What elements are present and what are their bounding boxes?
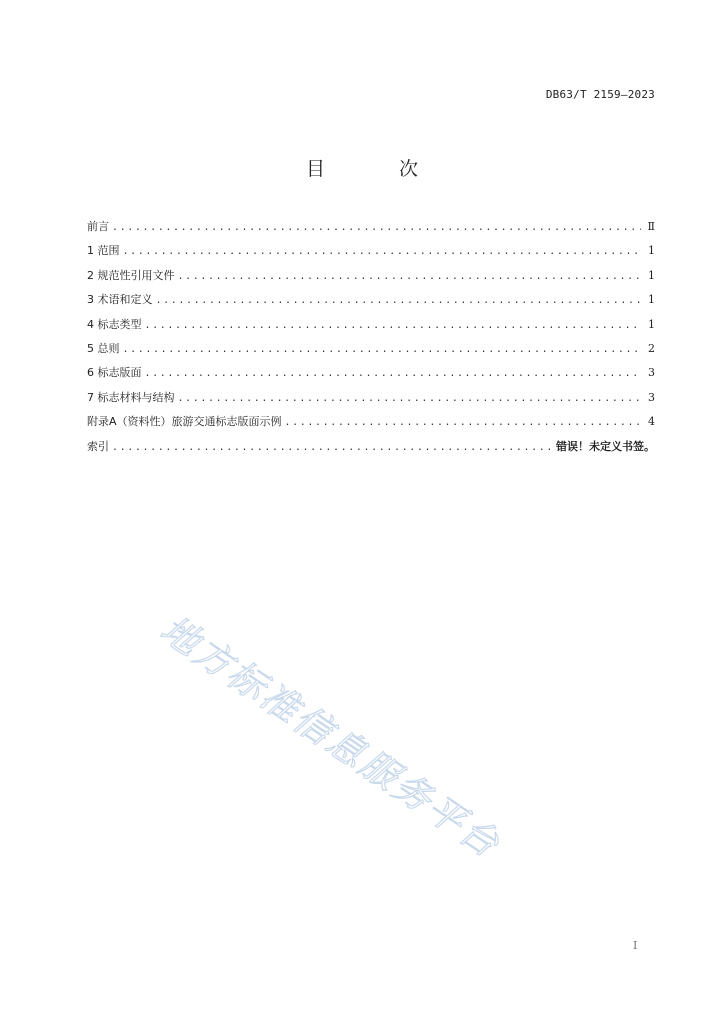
- toc-entry-label: 7 标志材料与结构: [87, 390, 175, 404]
- toc-page-number: 1: [648, 293, 655, 307]
- toc-entry-label: 2 规范性引用文件: [87, 268, 175, 282]
- toc-page-number: 1: [648, 244, 655, 258]
- toc-leader-dots: [145, 366, 642, 382]
- toc-entry-label: 3 术语和定义: [87, 293, 153, 307]
- toc-bookmark-error: 错误！未定义书签。: [556, 439, 655, 453]
- toc-leader-dots: [112, 440, 550, 456]
- toc-leader-dots: [156, 293, 642, 309]
- watermark: 地方标准信息服务平台: [152, 607, 509, 867]
- toc-entry-label: 附录A（资料性）旅游交通标志版面示例: [87, 415, 282, 429]
- toc-entry-label: 6 标志版面: [87, 366, 142, 380]
- page-number: I: [633, 939, 638, 952]
- toc-entry-label: 1 范围: [87, 244, 120, 258]
- toc-leader-dots: [123, 244, 642, 260]
- toc-entry-foreword[interactable]: [87, 219, 655, 243]
- toc-entry-index[interactable]: [87, 439, 655, 463]
- toc-entry-label: 5 总则: [87, 341, 120, 355]
- toc-entry-label: 4 标志类型: [87, 317, 142, 331]
- toc-page-number: 2: [648, 341, 655, 355]
- toc-leader-dots: [178, 391, 642, 407]
- toc-page-number: 4: [648, 415, 655, 429]
- toc-entry-normative-references[interactable]: [87, 268, 655, 292]
- toc-page-number: 3: [648, 390, 655, 404]
- toc-entry-scope[interactable]: [87, 243, 655, 267]
- table-of-contents: [87, 219, 655, 463]
- toc-entry-materials-structure[interactable]: [87, 390, 655, 414]
- toc-entry-terms-definitions[interactable]: [87, 292, 655, 316]
- toc-leader-dots: [285, 415, 641, 431]
- toc-leader-dots: [112, 220, 641, 236]
- toc-leader-dots: [178, 269, 642, 285]
- toc-leader-dots: [145, 318, 642, 334]
- toc-entry-label: 前言: [87, 220, 109, 233]
- toc-entry-sign-types[interactable]: [87, 317, 655, 341]
- toc-page-number: 3: [648, 366, 655, 380]
- toc-entry-appendix-a[interactable]: [87, 414, 655, 438]
- toc-leader-dots: [123, 342, 642, 358]
- toc-entry-sign-layout[interactable]: [87, 365, 655, 389]
- standard-number: DB63/T 2159—2023: [545, 88, 655, 101]
- toc-page-number: 1: [648, 268, 655, 282]
- toc-page-number: Ⅱ: [647, 220, 655, 233]
- toc-entry-label: 索引: [87, 439, 109, 453]
- page-title: 目 次: [305, 158, 453, 180]
- toc-page-number: 1: [648, 317, 655, 331]
- toc-entry-general[interactable]: [87, 341, 655, 365]
